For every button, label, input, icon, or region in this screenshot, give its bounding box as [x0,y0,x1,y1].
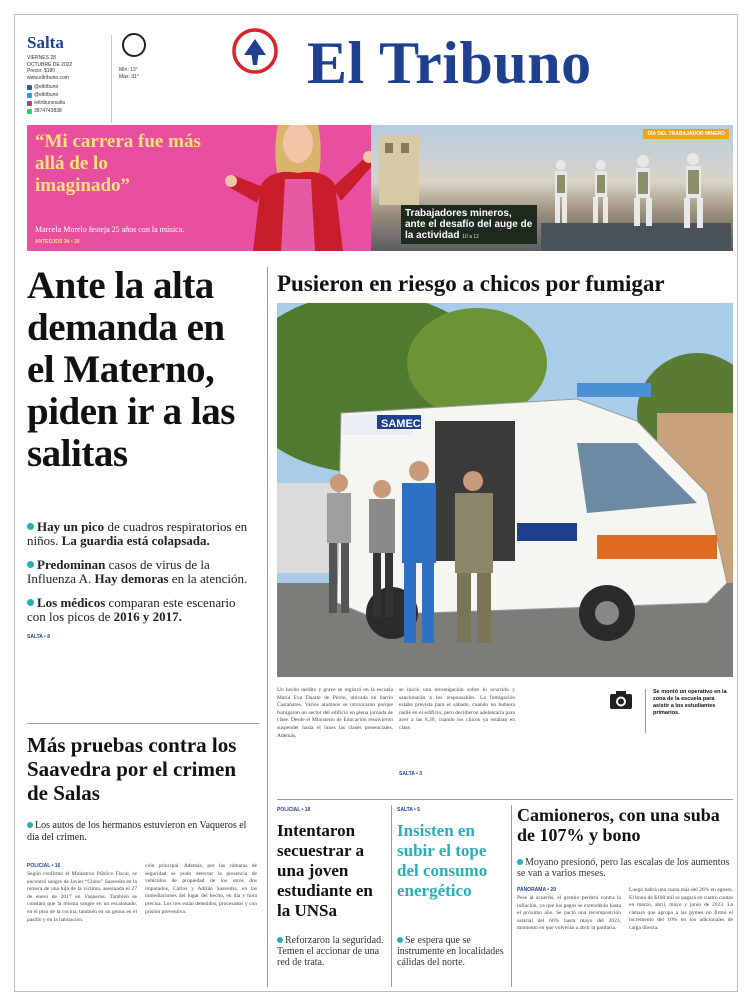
truckers-headline[interactable]: Camioneros, con una suba de 107% y bono [517,805,720,845]
bullet-icon [27,822,33,828]
singer-photo [223,125,371,251]
promo-kicker: DÍA DEL TRABAJADOR MINERO [643,129,729,139]
bullet-icon [27,599,34,606]
masthead-divider [111,35,112,123]
weather-max: Máx: 31° [119,74,139,80]
facebook-icon [27,85,32,90]
newspaper-front-page [14,14,738,992]
edition-month: OCTUBRE DE 2022 [27,61,73,68]
logo-mark-icon [231,27,279,75]
divider [277,799,733,800]
energy-section: SALTA • 5 [397,807,421,813]
ambulance-label: SAMEC [381,418,421,430]
lead-bullets [27,520,257,640]
whatsapp-icon [27,109,32,114]
saavedra-dek: Los autos de los hermanos estuvieron en Vaqueros el día del crimen. [27,820,247,843]
promo-sub: Marcela Morelo festeja 25 años con la música. [35,225,185,234]
column-divider [391,805,392,987]
unsa-dek: Reforzaron la seguridad. Temen el accionar de una red de trata. [277,935,384,968]
social-row: @eltribuno [27,91,117,99]
edition-website: www.eltribuno.com [27,74,69,81]
energy-dek: Se espera que se instrumente en localidades cálidas del norte. [397,935,504,968]
edition-price: Precio: $180 [27,68,56,74]
twitter-icon [27,93,32,98]
photo-caption: Se montó un operativo en la zona de la escuela para asistir a los estudiantes primarios. [653,689,727,716]
saavedra-body-left: Según confirmó el Ministerio Público Fiscal, se encontró sangre de Javier “Chino” Saavedra en la remera de una hija de la víctima, asesinada el 27 de enero de 2017 en Vaqueros. También se constató que la misma sangre en un escalonado, en el piso de la cocina, también en un genus en el pasillo y en la habitación. [27,871,137,923]
unsa-section: POLICIAL • 18 [277,807,311,813]
truckers-dek: Moyano presionó, pero las escalas de los aumentos se van a varios meses. [517,857,730,879]
main-body-right: se inició una investigación sobre lo ocurrido y sancionarán a los responsables. La fumigación estaba prevista para el sábado, cuando no hubiera nadie en el edificio, pero decidieron adelantarla para ayer a las 8,30, cuando los chicos ya estaban en clase. [399,687,515,731]
newspaper-logo: El Tribuno [307,30,592,96]
truckers-body-right: Luego habrá una cuota más del 26% en agosto. El bono de $100 mil se pagará en cuatro cuotas en marzo, abril, mayo y junio de 2023. La cámara que agrupa a las pymes no firmó el incremento del 10% en los adicionales de carga directa. [629,887,733,931]
bullet-icon [517,859,523,865]
bullet-item: Hay un pico de cuadros respiratorios en niños. La guardia está colapsada. [27,519,248,548]
bullet-icon [397,937,403,943]
caption-divider [645,689,646,733]
divider [27,723,259,724]
social-links [27,83,117,115]
social-row: /eltribunosalta [27,99,117,107]
main-headline[interactable]: Pusieron en riesgo a chicos por fumigar [277,271,665,296]
unsa-headline[interactable]: Intentaron secuestrar a una joven estudiante en la UNSa [277,821,373,920]
building-graphic [371,125,431,205]
column-divider [267,267,268,987]
lead-headline[interactable]: Ante la alta demanda en el Materno, piden ir a las salitas [27,264,235,475]
edition-date: VIERNES 28 [27,55,56,61]
bullet-icon [27,523,34,530]
promo-tag: ANTEOJOS 34 • 30 [35,239,80,245]
energy-headline[interactable]: Insisten en subir el tope del consumo energético [397,821,488,900]
main-section: SALTA • 3 [399,771,423,777]
edition-city: Salta [27,33,64,52]
promo-caption: Trabajadores mineros, ante el desafío del auge de la actividad 10 a 12 [401,205,537,244]
bullet-item: Los médicos comparan este escenario con los picos de 2016 y 2017. [27,595,236,624]
lead-section: SALTA • 8 [27,634,51,640]
saavedra-headline[interactable]: Más pruebas contra los Saavedra por el crimen de Salas [27,733,237,805]
ambulance-photo [277,303,733,677]
saavedra-section: POLICIAL • 16 [27,863,61,869]
truckers-body-left: Pese al acuerdo, el gremio perderá contra la inflación, ya que los pagos se extenderán hasta el próximo año. Se pactó una recomposición salarial del 66% hasta mayo del 2023, momento en que volverán a abrir la paritaria. [517,895,621,932]
weather-min: Mín: 13° [119,67,138,73]
social-row: 3874743838 [27,107,117,115]
bullet-icon [277,937,283,943]
saavedra-body-right: ción principal. Además, por las cámaras de seguridad se pudo detectar la presencia de vehículos de propiedad de los otros dos imputados, Carlos y Adrián Saavedra, en las inmediaciones del lugar del hecho, en día y hora precisa. Los tres están detenidos, procesados y con prisión preventiva. [145,863,257,915]
camera-icon [609,690,633,710]
truckers-section: PANORAMA • 20 [517,887,556,893]
instagram-icon [27,101,32,106]
promo-marcela-morelo[interactable] [27,125,371,251]
bullet-item: Predominan casos de virus de la Influenza A. Hay demoras en la atención. [27,557,248,586]
weather [119,67,139,81]
moon-icon [122,33,146,57]
social-row: @eltribuno [27,83,117,91]
miners-photo [541,143,731,251]
promo-quote: “Mi carrera fue más allá de lo imaginado” [35,131,201,196]
main-body-left: Un hecho inédito y grave se registró en la escuela María Eva Duarte de Perón, ubicada en barrio Castañares. Varios alumnos se intoxicaron porque fumigaron un sector del edificio en plena jornada de clase. Desde el Ministerio de Educación resolvieron suspender hasta el lunes las clases presenciales. Además, [277,687,393,739]
bullet-icon [27,561,34,568]
column-divider [511,805,512,987]
edition-meta [27,55,109,81]
promo-miners[interactable] [371,125,733,251]
